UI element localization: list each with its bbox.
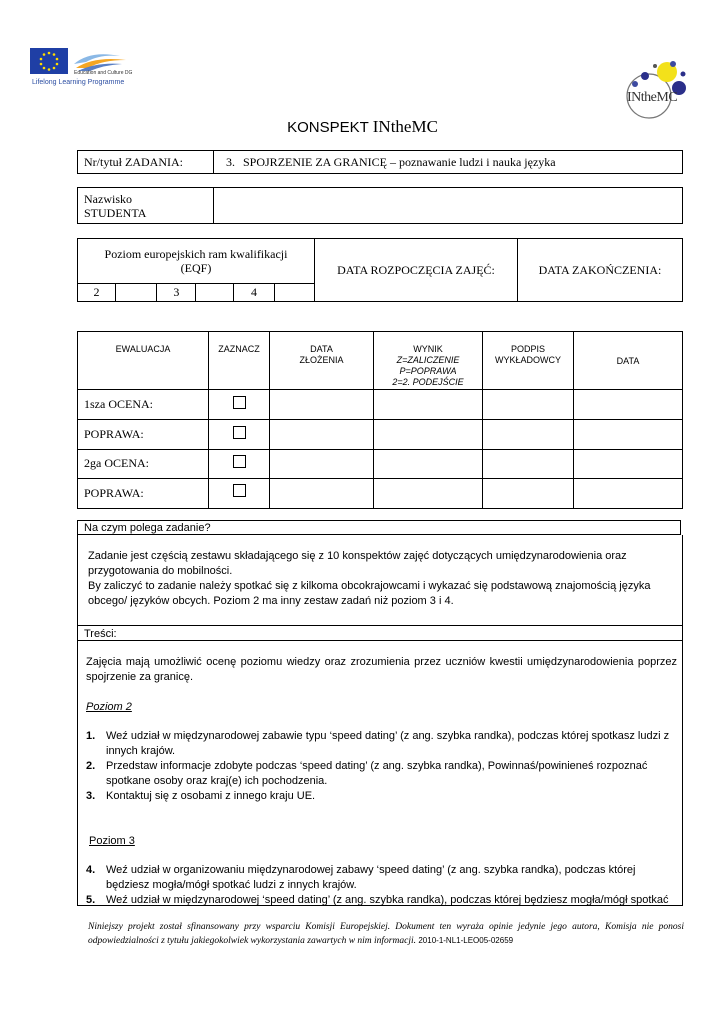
- data-field[interactable]: [574, 449, 683, 478]
- data-field[interactable]: [574, 390, 683, 420]
- level2-list: [86, 729, 677, 804]
- eu-logo: [30, 46, 133, 92]
- list-item-text: Przedstaw informacje zdobyte podczas ‘speed dating’ (z ang. szybka randka), Powinnaś/powinieneś rozpoznać spotkane osoby oraz kraj(e) ich pochodzenia.: [106, 760, 648, 787]
- header-data-zlozenia-2: ZŁOŻENIA: [299, 355, 344, 365]
- level3-list: [86, 863, 677, 906]
- wynik-field[interactable]: [374, 420, 483, 449]
- eqf-table: [77, 238, 683, 302]
- evaluation-row: [78, 420, 683, 449]
- evaluation-table: [77, 331, 683, 509]
- evaluation-header-row: [78, 332, 683, 390]
- evaluation-row-label: 2ga OCENA:: [78, 449, 209, 478]
- data-zlozenia-field[interactable]: [270, 420, 374, 449]
- task-description-heading-text: Na czym polega zadanie?: [84, 522, 211, 534]
- list-item-number: 3.: [86, 790, 96, 802]
- lifelong-learning-label: Lifelong Learning Programme: [32, 79, 125, 86]
- task-number: 3.: [226, 154, 235, 169]
- list-item-number: 5.: [86, 894, 96, 906]
- header-data-zlozenia-1: DATA: [310, 344, 333, 354]
- data-zlozenia-field[interactable]: [270, 390, 374, 420]
- student-label: [78, 188, 214, 224]
- list-item-text: Weź udział w organizowaniu międzynarodowej zabawy ‘speed dating’ (z ang. szybka randka), podczas której będziesz mogła/mógł spotkać ludzi z innych krajów.: [106, 864, 636, 891]
- inthemc-globe-icon: [615, 58, 695, 120]
- list-item-number: 1.: [86, 730, 96, 742]
- eqf-level-4-mark[interactable]: [274, 284, 314, 302]
- podpis-field[interactable]: [483, 390, 574, 420]
- list-item: [86, 863, 677, 893]
- task-description-p1: Zadanie jest częścią zestawu składającego się z 10 konspektów zajęć dotyczących umiędzynarodowienia oraz przygotowania do mobilności.: [88, 550, 627, 577]
- header-podpis-1: PODPIS: [510, 344, 545, 354]
- header-wynik-z: Z=ZALICZENIE: [396, 355, 460, 365]
- evaluation-row: [78, 390, 683, 420]
- footer: [88, 921, 684, 948]
- checkbox[interactable]: [233, 426, 246, 439]
- podpis-field[interactable]: [483, 449, 574, 478]
- header-wynik-title: WYNIK: [413, 344, 443, 354]
- checkbox[interactable]: [233, 455, 246, 468]
- evaluation-row-label: 1sza OCENA:: [78, 390, 209, 420]
- task-description-body: [77, 535, 683, 625]
- content-body: [77, 641, 683, 906]
- list-item: [86, 789, 677, 804]
- data-zlozenia-field[interactable]: [270, 478, 374, 508]
- header-wynik-2: 2=2. PODEJŚCIE: [392, 377, 464, 387]
- start-date-label: DATA ROZPOCZĘCIA ZAJĘĆ:: [337, 262, 495, 277]
- content-heading-text: Treści:: [84, 628, 117, 640]
- list-item-text: Kontaktuj się z osobami z innego kraju UE.: [106, 790, 316, 802]
- task-value-cell: [214, 151, 683, 174]
- wynik-field[interactable]: [374, 390, 483, 420]
- eqf-level-2-mark[interactable]: [115, 284, 156, 302]
- eqf-level-3: 3: [157, 284, 196, 302]
- start-date-cell[interactable]: [315, 239, 518, 302]
- evaluation-mark-cell: [209, 420, 270, 449]
- footer-text: Niniejszy projekt został sfinansowany przy wsparciu Komisji Europejskiej. Dokument ten wyraża opinie jedynie jego autora, Komisja nie ponosi odpowiedzialności z tytułu jakiegokolwiek wykorzystania zawartych w nim informacji.: [88, 922, 684, 946]
- task-label: Nr/tytuł ZADANIA:: [78, 151, 214, 174]
- inthemc-logo: [615, 58, 695, 120]
- data-field[interactable]: [574, 420, 683, 449]
- title-konspekt: KONSPEKT: [287, 119, 369, 136]
- list-item: [86, 893, 677, 906]
- header-ewaluacja: EWALUACJA: [78, 332, 209, 390]
- evaluation-row-label: POPRAWA:: [78, 420, 209, 449]
- list-item-number: 2.: [86, 760, 96, 772]
- eqf-label: Poziom europejskich ram kwalifikacji (EQF): [78, 239, 315, 284]
- eqf-level-2: 2: [78, 284, 116, 302]
- header-wynik-p: P=POPRAWA: [399, 366, 457, 376]
- level2-title: Poziom 2: [86, 701, 132, 713]
- list-item: [86, 729, 677, 759]
- list-item-number: 4.: [86, 864, 96, 876]
- education-culture-label: Education and Culture DG: [74, 70, 133, 76]
- data-zlozenia-field[interactable]: [270, 449, 374, 478]
- task-table: [77, 150, 683, 174]
- student-label-line2: STUDENTA: [84, 205, 147, 220]
- header-data-zlozenia: [270, 332, 374, 390]
- checkbox[interactable]: [233, 484, 246, 497]
- title-brand: INtheMC: [372, 117, 438, 136]
- end-date-label: DATA ZAKOŃCZENIA:: [538, 262, 662, 277]
- header-podpis-2: WYKŁADOWCY: [494, 355, 561, 365]
- inthemc-logo-text: INtheMC: [627, 90, 678, 105]
- end-date-cell[interactable]: [518, 239, 683, 302]
- content-heading: [77, 625, 683, 641]
- podpis-field[interactable]: [483, 420, 574, 449]
- header-data: DATA: [574, 332, 683, 390]
- evaluation-mark-cell: [209, 390, 270, 420]
- checkbox[interactable]: [233, 396, 246, 409]
- student-table: [77, 187, 683, 224]
- task-description-p2: By zaliczyć to zadanie należy spotkać się z kilkoma obcokrajowcami i wykazać się podstawową znajomością języka obcego/ języków obcych. Poziom 2 ma inny zestaw zadań niż poziom 3 i 4.: [88, 580, 651, 607]
- evaluation-row: [78, 478, 683, 508]
- wynik-field[interactable]: [374, 449, 483, 478]
- list-item: [86, 759, 677, 789]
- podpis-field[interactable]: [483, 478, 574, 508]
- header-wynik: [374, 332, 483, 390]
- page-title: [0, 117, 725, 137]
- evaluation-mark-cell: [209, 478, 270, 508]
- evaluation-row-label: POPRAWA:: [78, 478, 209, 508]
- eqf-level-3-mark[interactable]: [196, 284, 234, 302]
- student-label-line1: Nazwisko: [84, 191, 132, 206]
- task-title: SPOJRZENIE ZA GRANICĘ – poznawanie ludzi i nauka języka: [243, 154, 556, 169]
- list-item-text: Weź udział w międzynarodowej zabawie typu ‘speed dating’ (z ang. szybka randka), podczas której spotkasz ludzi z innych krajów.: [106, 730, 670, 757]
- wynik-field[interactable]: [374, 478, 483, 508]
- header-zaznacz: ZAZNACZ: [209, 332, 270, 390]
- data-field[interactable]: [574, 478, 683, 508]
- task-description-heading: [77, 520, 681, 535]
- list-item-text: Weź udział w międzynarodowej ‘speed dating’ (z ang. szybka randka), podczas której będziesz mogła/mógł spotkać: [106, 894, 669, 906]
- student-name-field[interactable]: [214, 188, 683, 224]
- header-podpis: [483, 332, 574, 390]
- evaluation-mark-cell: [209, 449, 270, 478]
- content-intro: Zajęcia mają umożliwić ocenę poziomu wiedzy oraz zrozumienia przez uczniów kwestii umiędzynarodowienia poprzez spojrzenie za granicę.: [86, 656, 677, 683]
- eqf-level-4: 4: [234, 284, 274, 302]
- footer-code: 2010-1-NL1-LEO05-02659: [418, 936, 514, 945]
- level3-title: Poziom 3: [89, 835, 135, 847]
- evaluation-row: [78, 449, 683, 478]
